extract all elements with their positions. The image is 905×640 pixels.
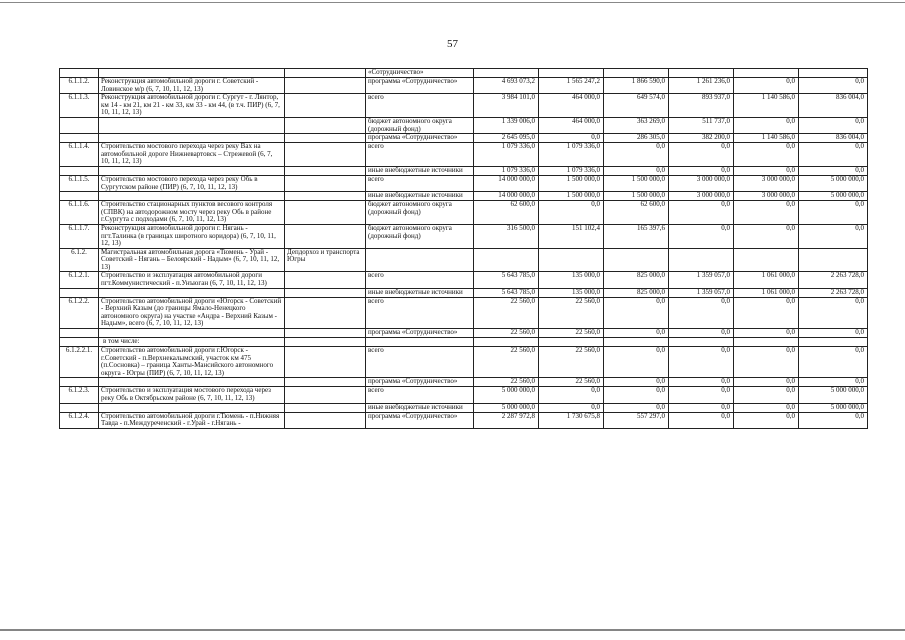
cell-total-amount	[474, 248, 539, 272]
table-row	[60, 347, 868, 378]
cell-year-2018: 0,0	[799, 378, 868, 387]
table-row	[60, 403, 868, 412]
cell-year-2014: 151 102,4	[539, 224, 604, 248]
cell-year-2015: 0,0	[604, 166, 669, 175]
cell-item-number	[60, 338, 99, 347]
table-row	[60, 117, 868, 133]
cell-year-2017: 0,0	[734, 403, 799, 412]
cell-responsible-executor	[285, 143, 366, 167]
cell-year-2018: 0,0	[799, 329, 868, 338]
cell-year-2015: 0,0	[604, 387, 669, 403]
table-row	[60, 224, 868, 248]
cell-funding-source: всего	[366, 297, 474, 328]
cell-total-amount: 5 000 000,0	[474, 387, 539, 403]
cell-funding-source	[366, 338, 474, 347]
cell-year-2018: 0,0	[799, 297, 868, 328]
cell-item-number	[60, 378, 99, 387]
cell-responsible-executor	[285, 175, 366, 191]
cell-year-2016: 0,0	[669, 347, 734, 378]
cell-year-2017: 0,0	[734, 143, 799, 167]
cell-item-number: 6.1.1.6.	[60, 201, 99, 225]
cell-year-2015	[604, 248, 669, 272]
cell-year-2014: 0,0	[539, 403, 604, 412]
cell-item-number	[60, 192, 99, 201]
cell-year-2017: 0,0	[734, 224, 799, 248]
cell-total-amount: 2 287 972,8	[474, 412, 539, 428]
cell-activity-name	[99, 329, 285, 338]
cell-funding-source: всего	[366, 175, 474, 191]
cell-activity-name	[99, 166, 285, 175]
cell-total-amount: 5 643 785,0	[474, 288, 539, 297]
cell-item-number: 6.1.2.2.	[60, 297, 99, 328]
cell-year-2014	[539, 248, 604, 272]
cell-year-2016: 0,0	[669, 201, 734, 225]
cell-responsible-executor	[285, 117, 366, 133]
cell-year-2015	[604, 69, 669, 78]
cell-year-2018: 836 004,0	[799, 134, 868, 143]
cell-year-2016: 0,0	[669, 166, 734, 175]
cell-year-2017: 0,0	[734, 117, 799, 133]
cell-year-2018: 0,0	[799, 143, 868, 167]
cell-year-2015: 649 574,0	[604, 94, 669, 118]
cell-responsible-executor	[285, 166, 366, 175]
cell-year-2014: 464 000,0	[539, 117, 604, 133]
cell-year-2018: 5 000 000,0	[799, 387, 868, 403]
cell-year-2017: 1 140 586,0	[734, 94, 799, 118]
table-row	[60, 166, 868, 175]
cell-year-2017: 0,0	[734, 166, 799, 175]
cell-funding-source: всего	[366, 94, 474, 118]
table-row	[60, 69, 868, 78]
cell-year-2016: 0,0	[669, 412, 734, 428]
cell-year-2018: 0,0	[799, 201, 868, 225]
cell-total-amount: 316 500,0	[474, 224, 539, 248]
cell-activity-name: Строительство мостового перехода через реку Вах на автомобильной дороге Нижневартовск – Стрежевой (6, 7, 10, 11, 12, 13)	[99, 143, 285, 167]
cell-responsible-executor	[285, 412, 366, 428]
table-row	[60, 248, 868, 272]
cell-total-amount: 14 000 000,0	[474, 192, 539, 201]
cell-item-number	[60, 403, 99, 412]
cell-activity-name	[99, 403, 285, 412]
cell-responsible-executor	[285, 192, 366, 201]
cell-responsible-executor	[285, 224, 366, 248]
cell-year-2017: 3 000 000,0	[734, 192, 799, 201]
cell-item-number	[60, 134, 99, 143]
cell-year-2015: 0,0	[604, 329, 669, 338]
cell-activity-name: Реконструкция автомобильной дороги г. Нягань - пгт.Талинка (в границах широтного коридора) (6, 7, 10, 11, 12, 13)	[99, 224, 285, 248]
program-table	[59, 68, 868, 429]
cell-funding-source: программа «Сотрудничество»	[366, 78, 474, 94]
cell-total-amount: 14 000 000,0	[474, 175, 539, 191]
cell-responsible-executor	[285, 272, 366, 288]
cell-year-2016: 0,0	[669, 378, 734, 387]
cell-year-2016: 0,0	[669, 387, 734, 403]
cell-activity-name: Магистральная автомобильная дорога «Тюмень - Урай - Советский - Нягань – Белоярский - Надым» (6, 7, 10, 11, 12, 13)	[99, 248, 285, 272]
cell-year-2015: 62 600,0	[604, 201, 669, 225]
cell-responsible-executor	[285, 201, 366, 225]
cell-activity-name	[99, 192, 285, 201]
cell-year-2016: 0,0	[669, 329, 734, 338]
cell-year-2017: 0,0	[734, 201, 799, 225]
cell-year-2015: 1 500 000,0	[604, 192, 669, 201]
cell-year-2015: 0,0	[604, 297, 669, 328]
cell-funding-source: бюджет автономного округа (дорожный фонд)	[366, 117, 474, 133]
cell-year-2014: 0,0	[539, 134, 604, 143]
cell-activity-name: Реконструкция автомобильной дороги г. Сургут - г. Лянтор, км 14 - км 21, км 21 - км 33, км 33 - км 44, (в т.ч. ПИР) (6, 7, 10, 11, 12, 13)	[99, 94, 285, 118]
cell-year-2014: 22 560,0	[539, 329, 604, 338]
page-number: 57	[447, 38, 458, 50]
cell-year-2016: 3 000 000,0	[669, 175, 734, 191]
cell-activity-name	[99, 69, 285, 78]
cell-year-2017: 0,0	[734, 387, 799, 403]
cell-responsible-executor	[285, 297, 366, 328]
cell-year-2016: 382 200,0	[669, 134, 734, 143]
cell-year-2014: 22 560,0	[539, 378, 604, 387]
cell-funding-source: программа «Сотрудничество»	[366, 329, 474, 338]
cell-total-amount: 22 560,0	[474, 329, 539, 338]
cell-year-2016	[669, 248, 734, 272]
cell-year-2016: 511 737,0	[669, 117, 734, 133]
cell-responsible-executor: Депдорхоз и транспорта Югры	[285, 248, 366, 272]
cell-year-2015: 165 397,6	[604, 224, 669, 248]
cell-year-2015: 363 269,0	[604, 117, 669, 133]
cell-responsible-executor	[285, 69, 366, 78]
cell-year-2017: 0,0	[734, 412, 799, 428]
table-row	[60, 338, 868, 347]
cell-year-2014: 1 565 247,2	[539, 78, 604, 94]
cell-year-2015: 286 305,0	[604, 134, 669, 143]
cell-year-2018: 0,0	[799, 347, 868, 378]
cell-year-2014	[539, 338, 604, 347]
cell-year-2018: 2 263 728,0	[799, 288, 868, 297]
cell-item-number	[60, 166, 99, 175]
cell-activity-name: Строительство мостового перехода через реку Обь в Сургутском районе (ПИР) (6, 7, 10, 11, 12, 13)	[99, 175, 285, 191]
cell-year-2014: 1 500 000,0	[539, 175, 604, 191]
cell-total-amount: 3 984 101,0	[474, 94, 539, 118]
cell-total-amount: 1 339 006,0	[474, 117, 539, 133]
table-row	[60, 94, 868, 118]
cell-year-2014	[539, 69, 604, 78]
scan-border-top	[0, 2, 905, 3]
cell-year-2014: 1 500 000,0	[539, 192, 604, 201]
cell-funding-source: всего	[366, 143, 474, 167]
cell-year-2014: 0,0	[539, 201, 604, 225]
table-row	[60, 288, 868, 297]
cell-year-2016: 1 359 057,0	[669, 288, 734, 297]
cell-funding-source: всего	[366, 347, 474, 378]
cell-year-2016: 0,0	[669, 143, 734, 167]
table-row	[60, 272, 868, 288]
cell-year-2018: 0,0	[799, 166, 868, 175]
cell-item-number: 6.1.1.7.	[60, 224, 99, 248]
cell-funding-source: бюджет автономного округа (дорожный фонд)	[366, 224, 474, 248]
cell-year-2017: 3 000 000,0	[734, 175, 799, 191]
cell-year-2015: 825 000,0	[604, 272, 669, 288]
cell-year-2015: 0,0	[604, 403, 669, 412]
cell-year-2015: 0,0	[604, 347, 669, 378]
cell-year-2014: 464 000,0	[539, 94, 604, 118]
cell-total-amount: 62 600,0	[474, 201, 539, 225]
table-row	[60, 297, 868, 328]
cell-year-2014: 22 560,0	[539, 297, 604, 328]
cell-year-2017	[734, 69, 799, 78]
cell-item-number: 6.1.1.3.	[60, 94, 99, 118]
cell-year-2017: 0,0	[734, 329, 799, 338]
cell-item-number: 6.1.2.1.	[60, 272, 99, 288]
cell-activity-name: Строительство и эксплуатация автомобильной дороги пгт.Коммунистический - п.Унъюган (6, 7, 10, 11, 12, 13)	[99, 272, 285, 288]
cell-total-amount: 22 560,0	[474, 378, 539, 387]
cell-activity-name: в том числе:	[99, 338, 285, 347]
cell-activity-name	[99, 117, 285, 133]
cell-year-2017: 0,0	[734, 297, 799, 328]
cell-activity-name	[99, 378, 285, 387]
cell-funding-source: «Сотрудничество»	[366, 69, 474, 78]
cell-responsible-executor	[285, 288, 366, 297]
cell-item-number	[60, 69, 99, 78]
cell-funding-source: всего	[366, 387, 474, 403]
cell-year-2017: 1 061 000,0	[734, 288, 799, 297]
cell-year-2014: 1 079 336,0	[539, 166, 604, 175]
cell-year-2017: 1 140 586,0	[734, 134, 799, 143]
cell-total-amount: 4 693 073,2	[474, 78, 539, 94]
cell-item-number: 6.1.1.5.	[60, 175, 99, 191]
cell-year-2017: 1 061 000,0	[734, 272, 799, 288]
cell-responsible-executor	[285, 347, 366, 378]
cell-total-amount: 5 000 000,0	[474, 403, 539, 412]
cell-year-2016: 0,0	[669, 403, 734, 412]
cell-year-2017	[734, 248, 799, 272]
cell-year-2016: 0,0	[669, 297, 734, 328]
cell-year-2014: 1 079 336,0	[539, 143, 604, 167]
cell-year-2015: 0,0	[604, 143, 669, 167]
cell-funding-source: иные внебюджетные источники	[366, 288, 474, 297]
table-row	[60, 329, 868, 338]
cell-year-2015: 1 500 000,0	[604, 175, 669, 191]
cell-year-2015: 825 000,0	[604, 288, 669, 297]
cell-year-2016: 1 359 057,0	[669, 272, 734, 288]
cell-item-number	[60, 329, 99, 338]
cell-funding-source: иные внебюджетные источники	[366, 192, 474, 201]
cell-year-2015: 1 866 590,0	[604, 78, 669, 94]
cell-item-number	[60, 117, 99, 133]
scan-border-bottom	[0, 629, 905, 631]
table-row	[60, 387, 868, 403]
cell-year-2018	[799, 69, 868, 78]
cell-activity-name: Строительство автомобильной дороги г.Тюмень - п.Нижняя Тавда - п.Междуреченский - г.Урай - г.Нягань -	[99, 412, 285, 428]
cell-year-2016	[669, 69, 734, 78]
cell-funding-source: бюджет автономного округа (дорожный фонд)	[366, 201, 474, 225]
cell-item-number: 6.1.1.2.	[60, 78, 99, 94]
cell-total-amount	[474, 338, 539, 347]
cell-responsible-executor	[285, 329, 366, 338]
cell-responsible-executor	[285, 387, 366, 403]
cell-year-2015	[604, 338, 669, 347]
cell-item-number	[60, 288, 99, 297]
cell-year-2016: 0,0	[669, 224, 734, 248]
cell-activity-name	[99, 134, 285, 143]
cell-funding-source: программа «Сотрудничество»	[366, 378, 474, 387]
cell-activity-name: Строительство стационарных пунктов весового контроля (СПВК) на автодорожном мосту через реку Обь в районе г.Сургута с подходами (6, 7, 10, 11, 12, 13)	[99, 201, 285, 225]
cell-funding-source: всего	[366, 272, 474, 288]
cell-total-amount: 22 560,0	[474, 297, 539, 328]
cell-year-2018: 0,0	[799, 78, 868, 94]
cell-responsible-executor	[285, 78, 366, 94]
cell-total-amount: 22 560,0	[474, 347, 539, 378]
cell-responsible-executor	[285, 94, 366, 118]
cell-year-2016	[669, 338, 734, 347]
cell-year-2014: 135 000,0	[539, 288, 604, 297]
cell-activity-name: Строительство и эксплуатация мостового перехода через реку Обь в Октябрьском районе (6, 7, 10, 11, 12, 13)	[99, 387, 285, 403]
cell-year-2018: 0,0	[799, 224, 868, 248]
cell-year-2015: 557 297,0	[604, 412, 669, 428]
cell-activity-name: Строительство автомобильной дороги «Югорск - Советский - Верхний Казым (до границы Ямало-Ненецкого автономного округа) на участке «Андра - Верхний Казым - Надым», всего (6, 7, 10, 11, 12, 13)	[99, 297, 285, 328]
cell-year-2018	[799, 248, 868, 272]
table-row	[60, 412, 868, 428]
cell-year-2018: 2 263 728,0	[799, 272, 868, 288]
cell-year-2017: 0,0	[734, 378, 799, 387]
cell-year-2017: 0,0	[734, 78, 799, 94]
table-row	[60, 192, 868, 201]
cell-year-2017: 0,0	[734, 347, 799, 378]
cell-total-amount: 5 643 785,0	[474, 272, 539, 288]
cell-responsible-executor	[285, 134, 366, 143]
cell-year-2015: 0,0	[604, 378, 669, 387]
cell-total-amount: 1 079 336,0	[474, 166, 539, 175]
table-row	[60, 78, 868, 94]
cell-activity-name: Строительство автомобильной дороги г.Югорск - г.Советский - п.Верхнекалымский, участок км 475 (п.Сосновка) – граница Ханты-Мансийского автономного округа - Югры (ПИР) (6, 7, 10, 11, 12, 13)	[99, 347, 285, 378]
cell-responsible-executor	[285, 378, 366, 387]
cell-item-number: 6.1.2.2.1.	[60, 347, 99, 378]
cell-funding-source	[366, 248, 474, 272]
cell-year-2014: 135 000,0	[539, 272, 604, 288]
cell-activity-name: Реконструкция автомобильной дороги г. Советский - Ловинское м/р (6, 7, 10, 11, 12, 13)	[99, 78, 285, 94]
table-row	[60, 201, 868, 225]
cell-year-2014: 1 730 675,8	[539, 412, 604, 428]
cell-item-number: 6.1.2.4.	[60, 412, 99, 428]
table-row	[60, 134, 868, 143]
cell-year-2016: 893 937,0	[669, 94, 734, 118]
cell-activity-name	[99, 288, 285, 297]
cell-year-2016: 3 000 000,0	[669, 192, 734, 201]
cell-year-2018: 0,0	[799, 117, 868, 133]
cell-responsible-executor	[285, 403, 366, 412]
cell-year-2018: 836 004,0	[799, 94, 868, 118]
cell-year-2014: 22 560,0	[539, 347, 604, 378]
cell-funding-source: программа «Сотрудничество»	[366, 412, 474, 428]
cell-year-2017	[734, 338, 799, 347]
cell-total-amount	[474, 69, 539, 78]
table-row	[60, 378, 868, 387]
cell-item-number: 6.1.2.	[60, 248, 99, 272]
cell-funding-source: программа «Сотрудничество»	[366, 134, 474, 143]
cell-year-2018: 5 000 000,0	[799, 403, 868, 412]
cell-year-2014: 0,0	[539, 387, 604, 403]
cell-item-number: 6.1.2.3.	[60, 387, 99, 403]
cell-responsible-executor	[285, 338, 366, 347]
cell-year-2018	[799, 338, 868, 347]
cell-year-2018: 5 000 000,0	[799, 192, 868, 201]
cell-funding-source: иные внебюджетные источники	[366, 403, 474, 412]
cell-year-2018: 5 000 000,0	[799, 175, 868, 191]
cell-total-amount: 1 079 336,0	[474, 143, 539, 167]
table-row	[60, 175, 868, 191]
cell-total-amount: 2 645 095,0	[474, 134, 539, 143]
cell-item-number: 6.1.1.4.	[60, 143, 99, 167]
cell-funding-source: иные внебюджетные источники	[366, 166, 474, 175]
table-row	[60, 143, 868, 167]
cell-year-2016: 1 261 236,0	[669, 78, 734, 94]
cell-year-2018: 0,0	[799, 412, 868, 428]
table-body	[60, 69, 868, 429]
